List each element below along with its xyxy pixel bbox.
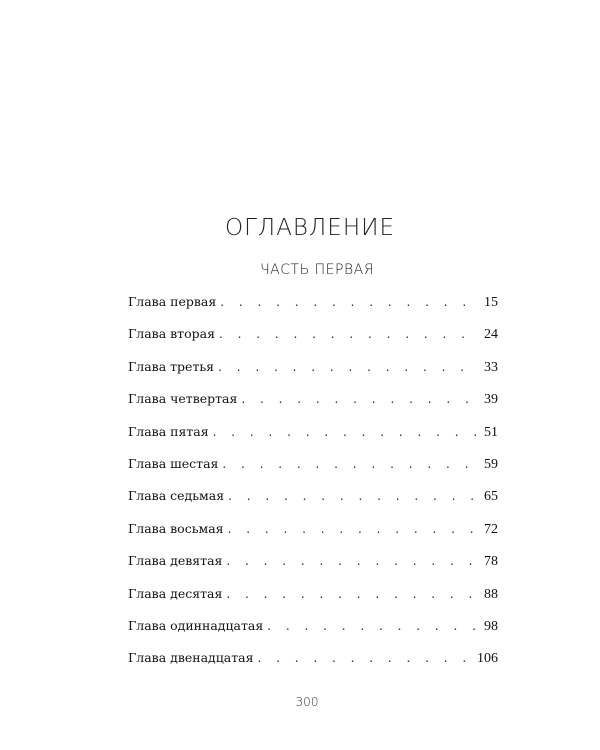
- toc-entry-page: 65: [484, 489, 498, 505]
- toc-entry-label: Глава восьмая: [128, 520, 224, 536]
- toc-entry[interactable]: [128, 359, 498, 391]
- toc-entry[interactable]: [128, 326, 498, 358]
- toc-entry-page: 88: [484, 586, 498, 602]
- toc-entry[interactable]: [128, 488, 498, 520]
- toc-leader-dots: [222, 457, 480, 471]
- toc-entry-page: 59: [484, 456, 498, 472]
- toc-leader-dots: [220, 295, 480, 309]
- toc-entry[interactable]: [128, 424, 498, 456]
- toc-leader-dots: [228, 522, 480, 536]
- toc-entry[interactable]: [128, 456, 498, 488]
- toc-list: [128, 294, 498, 683]
- toc-entry-label: Глава пятая: [128, 423, 209, 439]
- toc-leader-dots: [267, 619, 480, 633]
- toc-entry[interactable]: [128, 586, 498, 618]
- toc-entry-label: Глава четвертая: [128, 391, 238, 407]
- part-title: ЧАСТЬ ПЕРВАЯ: [260, 262, 374, 278]
- toc-title: ОГЛАВЛЕНИЕ: [224, 215, 396, 241]
- toc-entry-page: 39: [484, 392, 498, 408]
- toc-entry-page: 98: [484, 618, 498, 634]
- toc-entry-page: 106: [477, 651, 498, 667]
- toc-entry-page: 78: [484, 554, 498, 570]
- toc-leader-dots: [213, 425, 480, 439]
- toc-entry-page: 51: [484, 424, 498, 440]
- toc-entry-page: 15: [484, 295, 498, 310]
- toc-leader-dots: [241, 392, 480, 406]
- toc-entry[interactable]: [128, 294, 498, 326]
- toc-leader-dots: [219, 327, 480, 341]
- toc-entry[interactable]: [128, 521, 498, 553]
- toc-leader-dots: [226, 587, 480, 601]
- toc-entry[interactable]: [128, 618, 498, 650]
- toc-entry-label: Глава девятая: [128, 553, 223, 569]
- toc-entry-label: Глава первая: [128, 294, 217, 309]
- toc-entry-label: Глава седьмая: [128, 488, 225, 504]
- toc-entry-page: 24: [484, 327, 498, 343]
- toc-entry[interactable]: [128, 650, 498, 682]
- toc-entry[interactable]: [128, 391, 498, 423]
- toc-entry-label: Глава двенадцатая: [128, 650, 254, 666]
- toc-leader-dots: [228, 489, 480, 503]
- toc-entry-label: Глава вторая: [128, 326, 215, 342]
- toc-leader-dots: [218, 360, 480, 374]
- toc-entry[interactable]: [128, 553, 498, 585]
- toc-entry-page: 33: [484, 359, 498, 375]
- toc-entry-label: Глава шестая: [128, 455, 219, 471]
- toc-entry-label: Глава третья: [128, 358, 215, 374]
- toc-leader-dots: [258, 651, 474, 665]
- toc-entry-label: Глава одиннадцатая: [128, 617, 264, 633]
- page-number: 300: [295, 695, 319, 709]
- toc-leader-dots: [226, 554, 480, 568]
- toc-entry-page: 72: [484, 521, 498, 537]
- toc-entry-label: Глава десятая: [128, 585, 223, 601]
